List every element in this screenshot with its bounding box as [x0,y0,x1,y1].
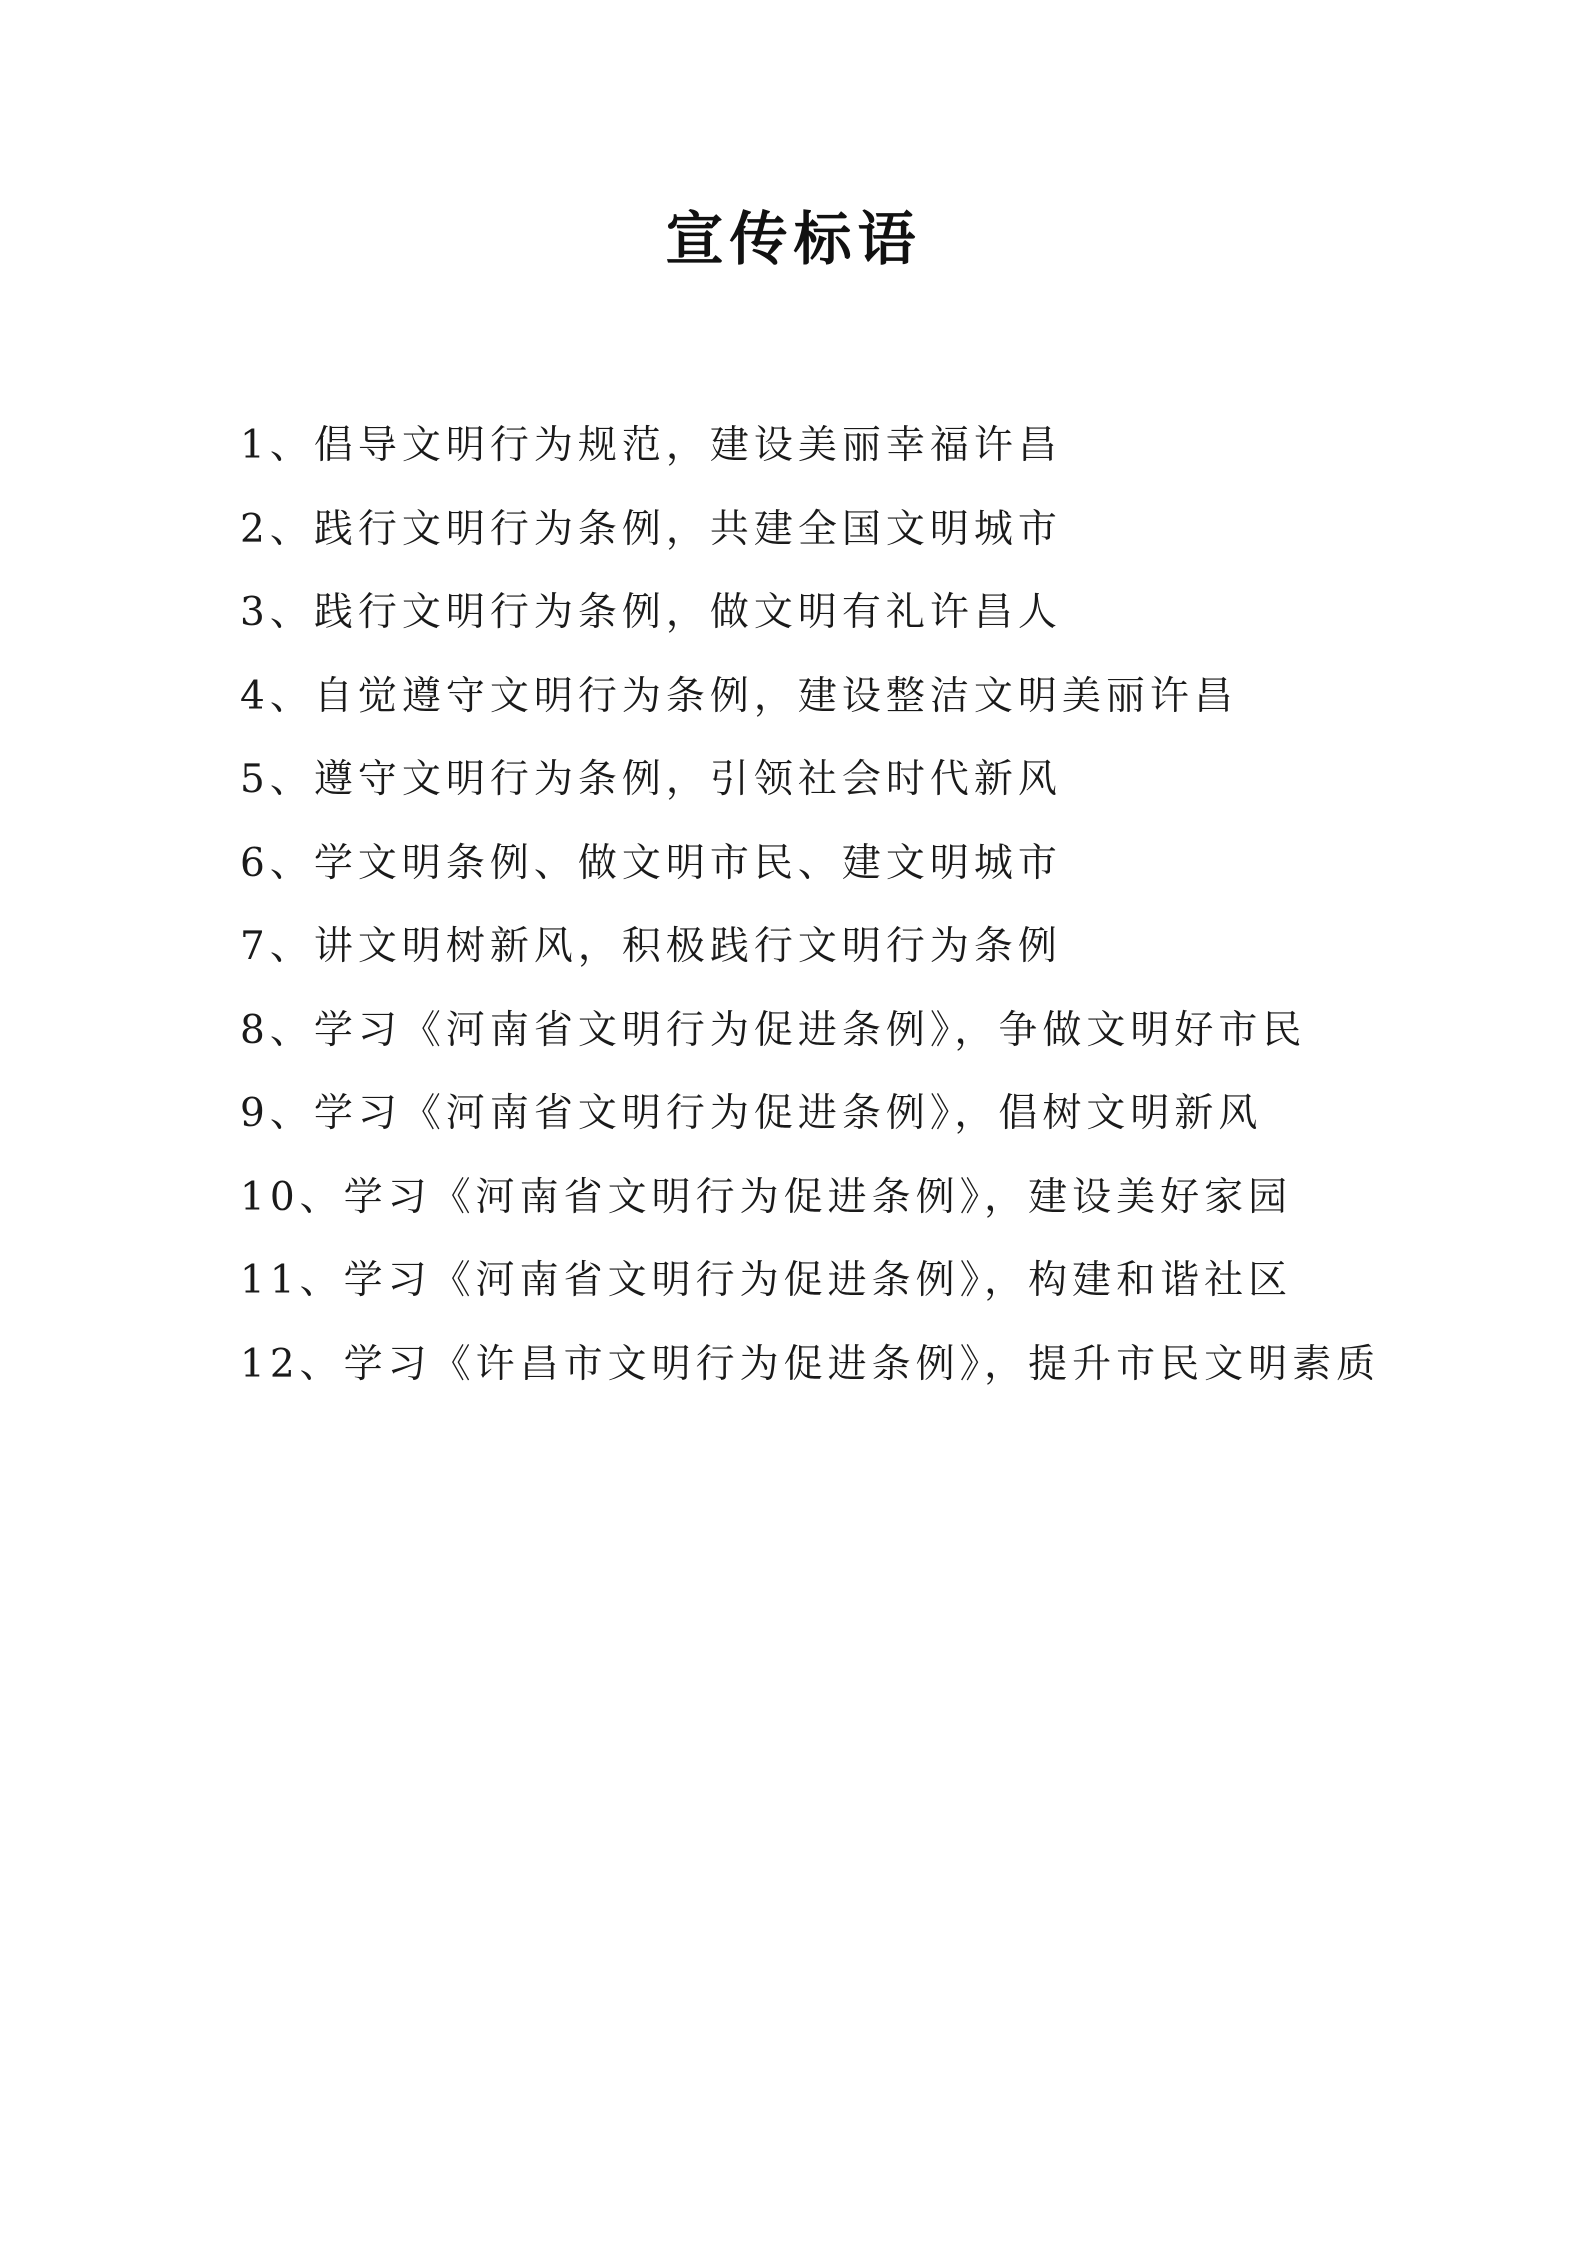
page-title: 宣传标语 [665,205,922,273]
slogan-item: 6、学文明条例、做文明市民、建文明城市 [240,840,1062,886]
slogan-item: 7、讲文明树新风，积极践行文明行为条例 [240,924,1062,969]
slogan-item: 3、践行文明行为条例，做文明有礼许昌人 [240,590,1062,635]
slogan-item: 11、学习《河南省文明行为促进条例》，构建和谐社区 [240,1258,1293,1303]
slogan-item: 5、遵守文明行为条例，引领社会时代新风 [240,757,1062,802]
slogan-item: 10、学习《河南省文明行为促进条例》，建设美好家园 [240,1174,1293,1220]
slogan-item: 4、自觉遵守文明行为条例，建设整洁文明美丽许昌 [240,673,1238,719]
slogan-item: 9、学习《河南省文明行为促进条例》，倡树文明新风 [240,1091,1263,1136]
slogan-item: 12、学习《许昌市文明行为促进条例》，提升市民文明素质 [240,1341,1381,1387]
slogan-list [240,418,1380,1420]
slogan-item: 1、倡导文明行为规范，建设美丽幸福许昌 [240,423,1062,468]
slogan-item: 8、学习《河南省文明行为促进条例》，争做文明好市民 [240,1007,1307,1053]
slogan-item: 2、践行文明行为条例，共建全国文明城市 [240,506,1062,552]
